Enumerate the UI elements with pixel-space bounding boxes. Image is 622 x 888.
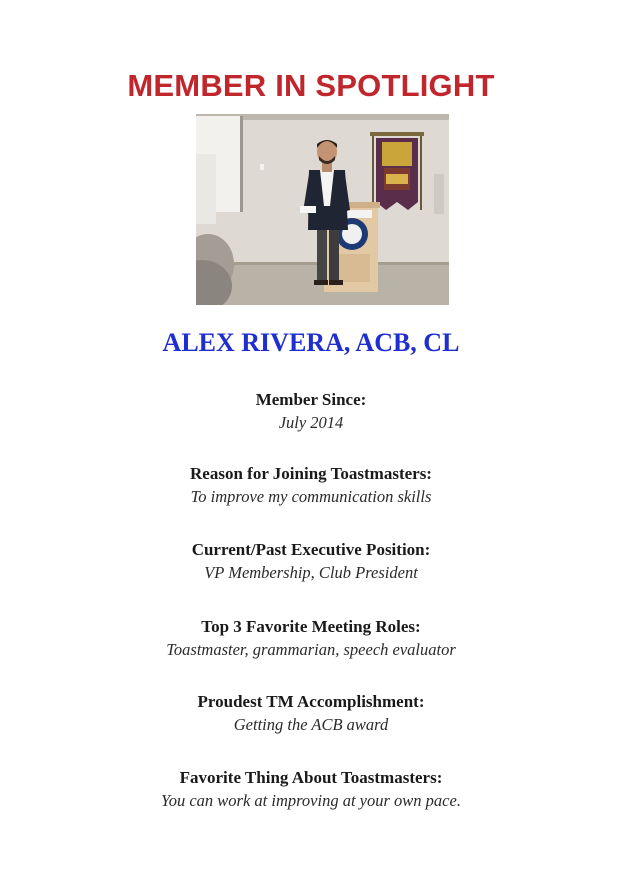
field-label: Favorite Thing About Toastmasters: [179, 768, 443, 787]
field-value: You can work at improving at your own pace. [161, 791, 461, 810]
field-value: Toastmaster, grammarian, speech evaluator [166, 640, 456, 659]
field-favorite-thing [0, 767, 622, 813]
field-value: Getting the ACB award [233, 715, 389, 734]
member-name: ALEX RIVERA, ACB, CL [162, 328, 460, 357]
field-label: Current/Past Executive Position: [191, 540, 431, 559]
page-title: MEMBER IN SPOTLIGHT [127, 68, 495, 103]
field-label: Member Since: [255, 390, 367, 409]
field-reason-for-joining [0, 463, 622, 509]
field-value: VP Membership, Club President [204, 563, 418, 582]
field-favorite-roles [0, 616, 622, 662]
field-value: To improve my communication skills [190, 487, 432, 506]
member-photo [196, 114, 449, 305]
field-label: Proudest TM Accomplishment: [197, 692, 425, 711]
field-value: July 2014 [278, 413, 344, 432]
field-proudest-accomplishment [0, 691, 622, 737]
field-executive-position [0, 539, 622, 585]
field-member-since [0, 389, 622, 435]
field-label: Reason for Joining Toastmasters: [190, 464, 432, 483]
field-label: Top 3 Favorite Meeting Roles: [201, 617, 421, 636]
